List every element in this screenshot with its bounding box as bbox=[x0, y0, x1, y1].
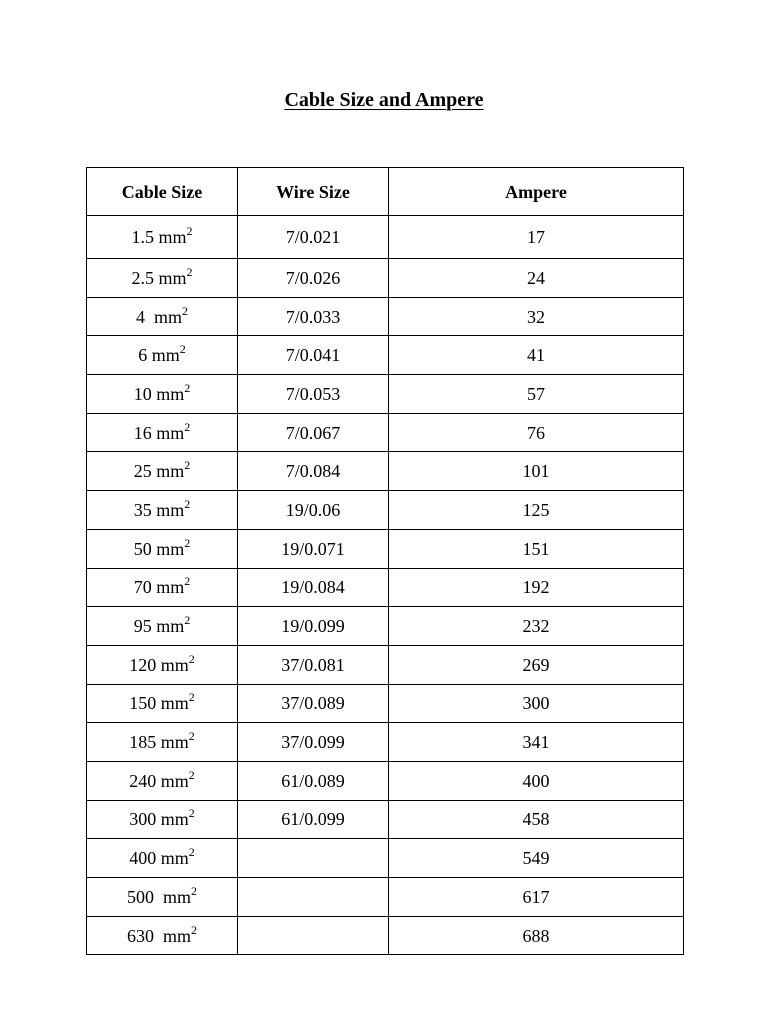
cable-size-value: 25 mm bbox=[133, 461, 185, 482]
unit-superscript: 2 bbox=[188, 690, 195, 705]
cell-wire-size bbox=[238, 916, 389, 955]
cell-wire-size: 7/0.033 bbox=[238, 297, 389, 336]
table-row bbox=[87, 491, 684, 530]
cell-wire-size: 7/0.067 bbox=[238, 413, 389, 452]
cable-size-value: 35 mm bbox=[133, 499, 185, 520]
cell-cable-size bbox=[87, 684, 238, 723]
header-wire-size: Wire Size bbox=[238, 168, 389, 216]
table-row bbox=[87, 336, 684, 375]
cable-size-value: 50 mm bbox=[133, 538, 185, 559]
unit-superscript: 2 bbox=[191, 883, 197, 898]
cell-wire-size bbox=[238, 878, 389, 917]
cell-cable-size bbox=[87, 723, 238, 762]
cell-ampere: 32 bbox=[389, 297, 684, 336]
cell-ampere: 269 bbox=[389, 645, 684, 684]
table-row bbox=[87, 878, 684, 917]
cell-cable-size bbox=[87, 607, 238, 646]
unit-superscript: 2 bbox=[186, 224, 193, 238]
cell-wire-size: 19/0.071 bbox=[238, 529, 389, 568]
cell-ampere: 617 bbox=[389, 878, 684, 917]
cell-ampere: 688 bbox=[389, 916, 684, 955]
header-ampere: Ampere bbox=[389, 168, 684, 216]
table-row bbox=[87, 723, 684, 762]
cell-wire-size: 61/0.099 bbox=[238, 800, 389, 839]
cell-wire-size: 19/0.084 bbox=[238, 568, 389, 607]
cell-cable-size bbox=[87, 529, 238, 568]
cell-wire-size: 7/0.026 bbox=[238, 259, 389, 298]
table-row bbox=[87, 375, 684, 414]
cell-ampere: 232 bbox=[389, 607, 684, 646]
cell-cable-size bbox=[87, 375, 238, 414]
cable-size-value: 70 mm bbox=[133, 577, 185, 598]
cell-wire-size: 61/0.089 bbox=[238, 761, 389, 800]
cell-ampere: 549 bbox=[389, 839, 684, 878]
unit-superscript: 2 bbox=[188, 651, 195, 666]
table-row bbox=[87, 216, 684, 259]
cell-wire-size: 7/0.084 bbox=[238, 452, 389, 491]
cable-size-value: 240 mm bbox=[129, 770, 189, 791]
table-row bbox=[87, 297, 684, 336]
unit-superscript: 2 bbox=[188, 806, 195, 821]
table-row bbox=[87, 452, 684, 491]
cell-ampere: 300 bbox=[389, 684, 684, 723]
unit-superscript: 2 bbox=[184, 574, 191, 589]
cable-size-value: 95 mm bbox=[133, 616, 185, 637]
cell-cable-size bbox=[87, 491, 238, 530]
cable-size-table bbox=[86, 167, 684, 955]
table-row bbox=[87, 413, 684, 452]
table-row bbox=[87, 839, 684, 878]
cell-ampere: 24 bbox=[389, 259, 684, 298]
unit-superscript: 2 bbox=[186, 264, 193, 279]
unit-superscript: 2 bbox=[184, 613, 191, 628]
unit-superscript: 2 bbox=[191, 922, 197, 937]
cell-cable-size bbox=[87, 761, 238, 800]
cable-size-value: 1.5 mm bbox=[131, 227, 187, 247]
cable-size-value: 120 mm bbox=[129, 654, 189, 675]
cell-cable-size bbox=[87, 800, 238, 839]
table-row bbox=[87, 259, 684, 298]
cable-size-value: 400 mm bbox=[129, 848, 189, 869]
cell-cable-size bbox=[87, 452, 238, 491]
cable-size-value: 185 mm bbox=[129, 732, 189, 753]
cable-size-value: 630 mm bbox=[126, 925, 191, 946]
unit-superscript: 2 bbox=[182, 303, 188, 318]
cable-size-value: 6 mm bbox=[138, 345, 180, 366]
page-title: Cable Size and Ampere bbox=[284, 89, 484, 111]
cell-cable-size bbox=[87, 878, 238, 917]
cable-size-value: 10 mm bbox=[133, 383, 185, 404]
table-body bbox=[87, 216, 684, 955]
cable-size-value: 500 mm bbox=[126, 886, 191, 907]
cable-size-value: 4 mm bbox=[135, 306, 182, 327]
table-row bbox=[87, 800, 684, 839]
unit-superscript: 2 bbox=[184, 380, 191, 395]
cell-cable-size bbox=[87, 336, 238, 375]
cell-cable-size bbox=[87, 645, 238, 684]
cable-size-value: 16 mm bbox=[133, 422, 185, 443]
unit-superscript: 2 bbox=[179, 342, 186, 357]
cell-wire-size: 37/0.081 bbox=[238, 645, 389, 684]
cell-ampere: 125 bbox=[389, 491, 684, 530]
table-row bbox=[87, 684, 684, 723]
unit-superscript: 2 bbox=[188, 845, 195, 860]
header-cable-size: Cable Size bbox=[87, 168, 238, 216]
cell-ampere: 151 bbox=[389, 529, 684, 568]
cell-wire-size: 7/0.021 bbox=[238, 216, 389, 259]
cell-cable-size bbox=[87, 413, 238, 452]
cell-wire-size: 19/0.06 bbox=[238, 491, 389, 530]
unit-superscript: 2 bbox=[188, 767, 195, 782]
cell-wire-size: 37/0.089 bbox=[238, 684, 389, 723]
table-header-row bbox=[87, 168, 684, 216]
unit-superscript: 2 bbox=[184, 419, 191, 434]
cell-cable-size bbox=[87, 259, 238, 298]
cell-ampere: 341 bbox=[389, 723, 684, 762]
cell-wire-size: 7/0.053 bbox=[238, 375, 389, 414]
cell-wire-size: 37/0.099 bbox=[238, 723, 389, 762]
cell-ampere: 76 bbox=[389, 413, 684, 452]
cell-cable-size bbox=[87, 216, 238, 259]
cell-ampere: 192 bbox=[389, 568, 684, 607]
cell-cable-size bbox=[87, 916, 238, 955]
cell-wire-size bbox=[238, 839, 389, 878]
cable-size-value: 2.5 mm bbox=[131, 267, 187, 288]
cable-size-value: 150 mm bbox=[129, 693, 189, 714]
cell-ampere: 17 bbox=[389, 216, 684, 259]
unit-superscript: 2 bbox=[184, 535, 191, 550]
cell-cable-size bbox=[87, 568, 238, 607]
cell-wire-size: 7/0.041 bbox=[238, 336, 389, 375]
cell-cable-size bbox=[87, 839, 238, 878]
table-row bbox=[87, 761, 684, 800]
table-row bbox=[87, 916, 684, 955]
cell-ampere: 400 bbox=[389, 761, 684, 800]
table-row bbox=[87, 568, 684, 607]
cell-ampere: 101 bbox=[389, 452, 684, 491]
unit-superscript: 2 bbox=[184, 496, 191, 511]
cell-ampere: 41 bbox=[389, 336, 684, 375]
cell-wire-size: 19/0.099 bbox=[238, 607, 389, 646]
table-row bbox=[87, 529, 684, 568]
unit-superscript: 2 bbox=[184, 458, 191, 473]
cell-ampere: 458 bbox=[389, 800, 684, 839]
table-row bbox=[87, 607, 684, 646]
cell-ampere: 57 bbox=[389, 375, 684, 414]
cell-cable-size bbox=[87, 297, 238, 336]
cable-size-value: 300 mm bbox=[129, 809, 189, 830]
table-row bbox=[87, 645, 684, 684]
unit-superscript: 2 bbox=[188, 729, 195, 744]
